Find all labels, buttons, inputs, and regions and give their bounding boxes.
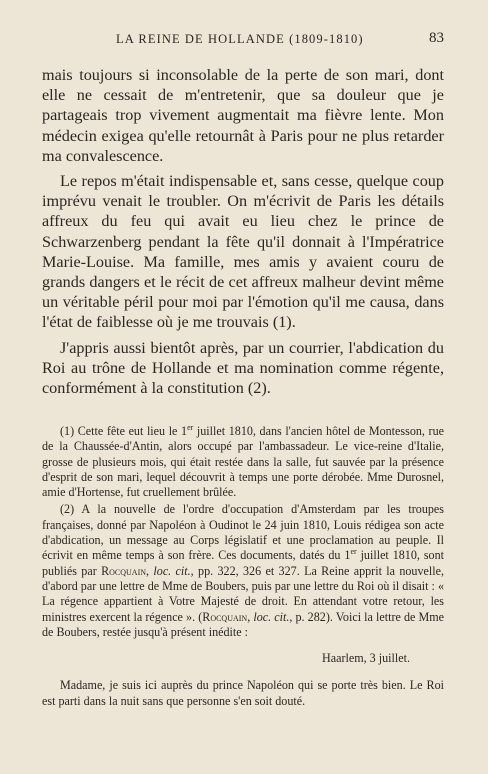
paragraph: J'appris aussi bientôt après, par un courrier, l'abdication du Roi au trône de Hollande et ma nomination comme régente, conformément à la constitution (2). <box>42 338 444 398</box>
paragraph: Le repos m'était indispensable et, sans cesse, quelque coup imprévu venait le troubler. On m'écrivit de Paris les détails affreux du feu qui avait eu lieu chez le prince de Schwarzenberg pendant la fête qu'il donnait à l'Impératrice Marie-Louise. Ma famille, mes amis y avaient couru de grands dangers et le récit de cet affreux malheur devint même un véritable péril pour moi par l'émotion qu'il me causa, dans l'état de faiblesse où je me trouvais (1). <box>42 172 444 332</box>
footnote-1: (1) Cette fête eut lieu le 1er juillet 1810, dans l'ancien hôtel de Montesson, rue de la Chaussée-d'Antin, alors occupé par l'ambassadeur. Le vice-reine d'Italie, grosse de plusieurs mois, qui était restée dans la salle, fut sauvée par la présence d'esprit de son mari, lequel découvrit à temps une porte dérobée. Mme Durosnel, amie d'Hortense, fut cruellement brûlée. <box>42 422 444 500</box>
footnote-2: (2) A la nouvelle de l'ordre d'occupation d'Amsterdam par les troupes françaises, donné par Napoléon à Oudinot le 24 juin 1810, Louis rédigea son acte d'abdication, un message au Corps législatif et une proclamation au peuple. Il écrivit en même temps à son frère. Ces documents, datés du 1er juillet 1810, sont publiés par Rocquain, loc. cit., pp. 322, 326 et 327. La Reine apprit la nouvelle, d'abord par une lettre de Mme de Boubers, puis par une lettre du Roi où il disait : « La régence appartient à Votre Majesté de droit. En attendant votre retour, les ministres exercent la régence ». (Rocquain, loc. cit., p. 282). Voici la lettre de Mme de Boubers, restée jusqu'à présent inédite : <box>42 502 445 639</box>
page-header <box>60 30 444 50</box>
letter-place-date: Haarlem, 3 juillet. <box>322 651 410 666</box>
page-number: 83 <box>429 30 444 46</box>
footnotes <box>42 424 444 709</box>
letter-text: Madame, je suis ici auprès du prince Napoléon qui se porte très bien. Le Roi est parti dans la nuit sans que personne s'en soit douté. <box>42 678 444 708</box>
running-title: LA REINE DE HOLLANDE (1809-1810) <box>116 32 364 46</box>
paragraph: mais toujours si inconsolable de la perte de son mari, dont elle ne cessait de m'entretenir, que sa douleur que je partageais trop vivement augmentait ma fièvre lente. Mon médecin exigea qu'elle retournât à Paris pour ne plus retarder ma convalescence. <box>42 66 444 165</box>
main-text <box>42 65 444 398</box>
